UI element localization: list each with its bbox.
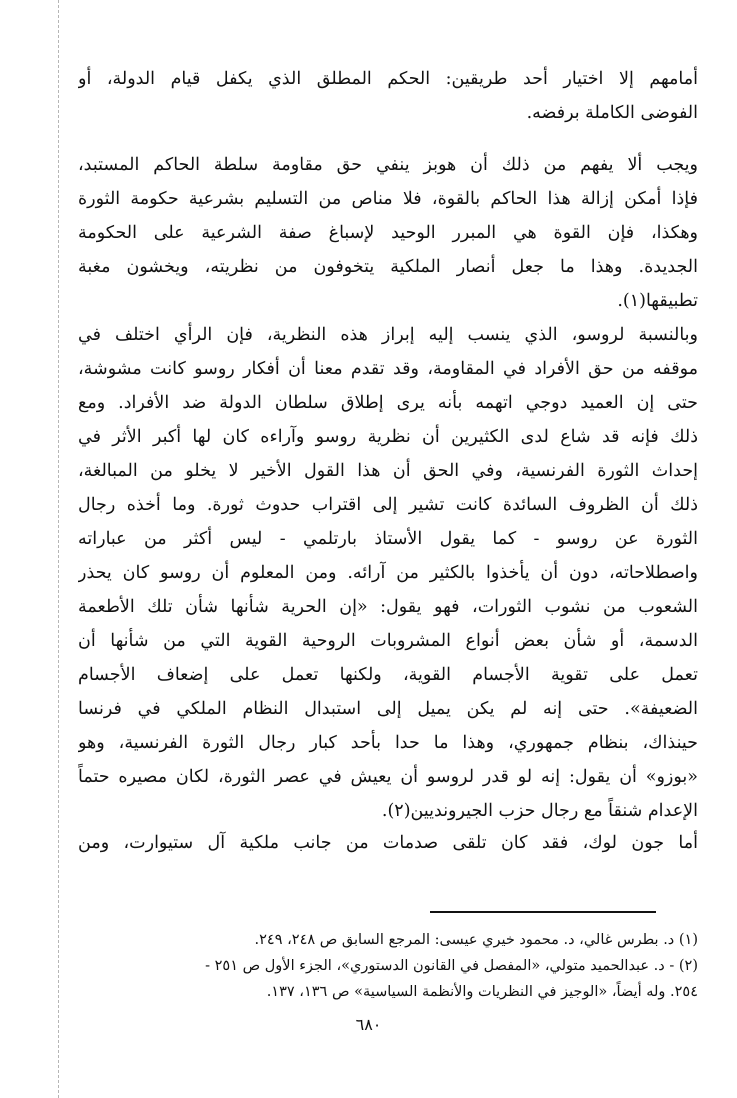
- paragraph-4: [78, 826, 698, 860]
- footnote-line: (١) د. بطرس غالي، د. محمود خيري عيسى: المرجع السابق ص ٢٤٨، ٢٤٩.: [254, 932, 698, 948]
- text-line: موقفه من حق الأفراد في المقاومة، وقد تقدم معنا أن أفكار روسو كانت مشوشة،: [78, 359, 698, 379]
- text-line: وبالنسبة لروسو، الذي ينسب إليه إبراز هذه النظرية، فإن الرأي اختلف في: [78, 325, 698, 345]
- text-line: الجديدة. وهذا ما جعل أنصار الملكية يتخوفون من نظريته، ويخشون مغبة: [78, 257, 698, 277]
- paragraph-2: [78, 148, 698, 318]
- text-line: حتى إن العميد دوجي اتهمه بأنه يرى إطلاق سلطان الدولة ضد الأفراد. ومع: [78, 393, 698, 413]
- text-line: الشعوب من نشوب الثورات، فهو يقول: «إن الحرية شأنها شأن تلك الأطعمة: [78, 597, 698, 617]
- text-line: أما جون لوك، فقد كان تلقى صدمات من جانب ملكية آل ستيوارت، ومن: [78, 833, 698, 853]
- text-line: فإذا أمكن إزالة هذا الحاكم بالقوة، فلا مناص من التسليم بشرعية حكومة الثورة: [78, 189, 698, 209]
- paragraph-3: [78, 318, 698, 828]
- text-line: ويجب ألا يفهم من ذلك أن هوبز ينفي حق مقاومة سلطة الحاكم المستبد،: [78, 155, 698, 175]
- footnote-line: ٢٥٤. وله أيضاً، «الوجيز في النظريات والأنظمة السياسية» ص ١٣٦، ١٣٧.: [266, 984, 698, 1000]
- text-line: الضعيفة». حتى إنه لم يكن يميل إلى استبدال النظام الملكي في فرنسا: [78, 699, 698, 719]
- text-line: وهكذا، فإن القوة هي المبرر الوحيد لإسباغ صفة الشرعية على الحكومة: [78, 223, 698, 243]
- page-number: ٦٨٠: [355, 1015, 382, 1034]
- text-line: إحداث الثورة الفرنسية، وفي الحق أن هذا القول الأخير لا يخلو من المبالغة،: [78, 461, 698, 481]
- text-line: «بوزو» أن يقول: إنه لو قدر لروسو أن يعيش في عصر الثورة، لكان مصيره حتماً: [78, 767, 698, 787]
- text-line: ذلك أن الظروف السائدة كانت تشير إلى اقتراب حدوث ثورة. وما أخذه رجال: [78, 495, 698, 515]
- text-line: حينذاك، بنظام جمهوري، وهذا ما حدا بأحد كبار رجال الثورة الفرنسية، وهو: [78, 733, 698, 753]
- footnotes: [130, 927, 698, 1005]
- footnote-line: (٢) - د. عبدالحميد متولي، «المفصل في القانون الدستوري»، الجزء الأول ص ٢٥١ -: [205, 958, 698, 974]
- footnote-separator: [430, 911, 656, 913]
- text-line: ذلك فإنه قد شاع لدى الكثيرين أن نظرية روسو وآراءه كان لها أكبر الأثر في: [78, 427, 698, 447]
- paragraph-1: [78, 62, 698, 130]
- text-line: الفوضى الكاملة برفضه.: [526, 103, 698, 123]
- text-line: واصطلاحاته، دون أن يأخذوا بالكثير من آرائه. ومن المعلوم أن روسو كان يحذر: [78, 563, 698, 583]
- text-line: تعمل على تقوية الأجسام القوية، ولكنها تعمل على إضعاف الأجسام: [78, 665, 698, 685]
- text-line: الثورة عن روسو - كما يقول الأستاذ بارتلمي - ليس أكثر من عباراته: [78, 529, 698, 549]
- text-line: تطبيقها(١).: [617, 291, 698, 311]
- text-line: الإعدام شنقاً مع رجال حزب الجيرونديين(٢).: [381, 801, 698, 821]
- scan-fold-line: [58, 0, 59, 1098]
- text-line: أمامهم إلا اختيار أحد طريقين: الحكم المطلق الذي يكفل قيام الدولة، أو: [78, 69, 698, 89]
- text-line: الدسمة، أو شأن بعض أنواع المشروبات الروحية القوية التي من شأنها أن: [78, 631, 698, 651]
